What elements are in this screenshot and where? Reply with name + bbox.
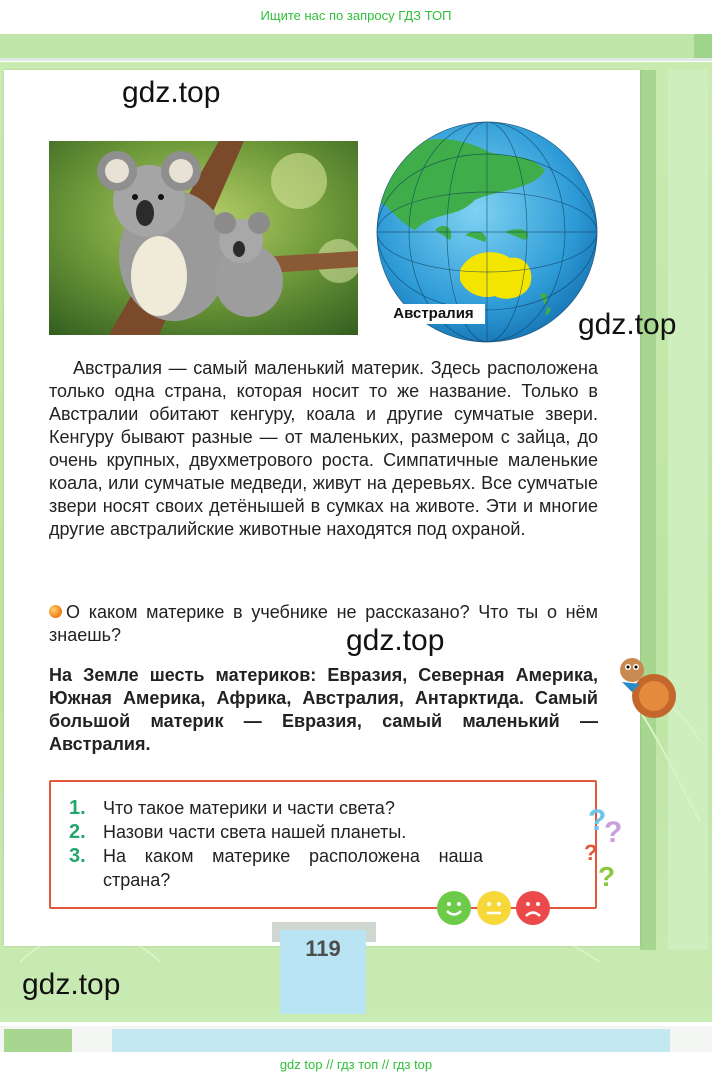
- question-number: 2.: [69, 821, 86, 843]
- page-number: 119: [305, 936, 341, 961]
- turtle-mascot-icon: [618, 652, 678, 722]
- orange-dot-icon: [49, 605, 62, 618]
- summary-paragraph: На Земле шесть материков: Евразия, Северная Америка, Южная Америка, Африка, Австралия, Антарктида. Самый большой материк — Евразия, самый маленький — Австралия.: [49, 665, 598, 754]
- question-row: [69, 796, 483, 820]
- svg-text:?: ?: [588, 804, 607, 837]
- question-marks-icon: [584, 802, 634, 888]
- question-number: 3.: [69, 845, 86, 867]
- top-banner: [0, 0, 712, 34]
- question-text: На каком материке расположена наша страна?: [103, 846, 483, 890]
- question-number: 1.: [69, 797, 86, 819]
- question-text: О каком материке в учебнике не рассказано? Что ты о нём знаешь?: [49, 602, 598, 645]
- previous-page-strip: [0, 34, 712, 61]
- watermark: gdz.top: [578, 308, 677, 341]
- smiley-happy-icon[interactable]: [437, 891, 471, 925]
- question-text: Назови части света нашей планеты.: [103, 822, 407, 842]
- discussion-question: [49, 601, 598, 647]
- main-paragraph: Австралия — самый маленький материк. Здесь расположена только одна страна, которая носит то же название. Только в Австралии обитают кенгуру, коала и другие сумчатые звери. Кенгуру бывают разные — от маленьких, размером с зайца, до очень крупных, двухметрового роста. Симпатичные маленькие коала, или сумчатые медведи, живут на деревьях. Все сумчатые звери носят своих детёнышей в сумках на животе. Эти и многие другие австралийские животные находятся под охраной.: [49, 358, 598, 539]
- koala-photo: [49, 141, 358, 335]
- svg-text:?: ?: [584, 840, 598, 865]
- review-questions-box: [49, 780, 597, 909]
- globe-label: Австралия: [382, 304, 485, 324]
- footer: [0, 1052, 712, 1082]
- next-page-strip: [0, 1026, 712, 1052]
- question-row: [69, 844, 483, 892]
- watermark: gdz.top: [122, 76, 221, 109]
- watermark: gdz.top: [346, 624, 445, 657]
- svg-text:?: ?: [604, 816, 623, 849]
- svg-text:?: ?: [598, 861, 616, 888]
- question-row: [69, 820, 483, 844]
- watermark: gdz.top: [22, 968, 121, 1001]
- footer-links[interactable]: gdz top // гдз топ // гдз top: [279, 1057, 433, 1072]
- smiley-sad-icon[interactable]: [516, 891, 550, 925]
- smiley-neutral-icon[interactable]: [477, 891, 511, 925]
- search-hint[interactable]: Ищите нас по запросу ГДЗ ТОП: [260, 8, 452, 23]
- question-text: Что такое материки и части света?: [103, 798, 395, 818]
